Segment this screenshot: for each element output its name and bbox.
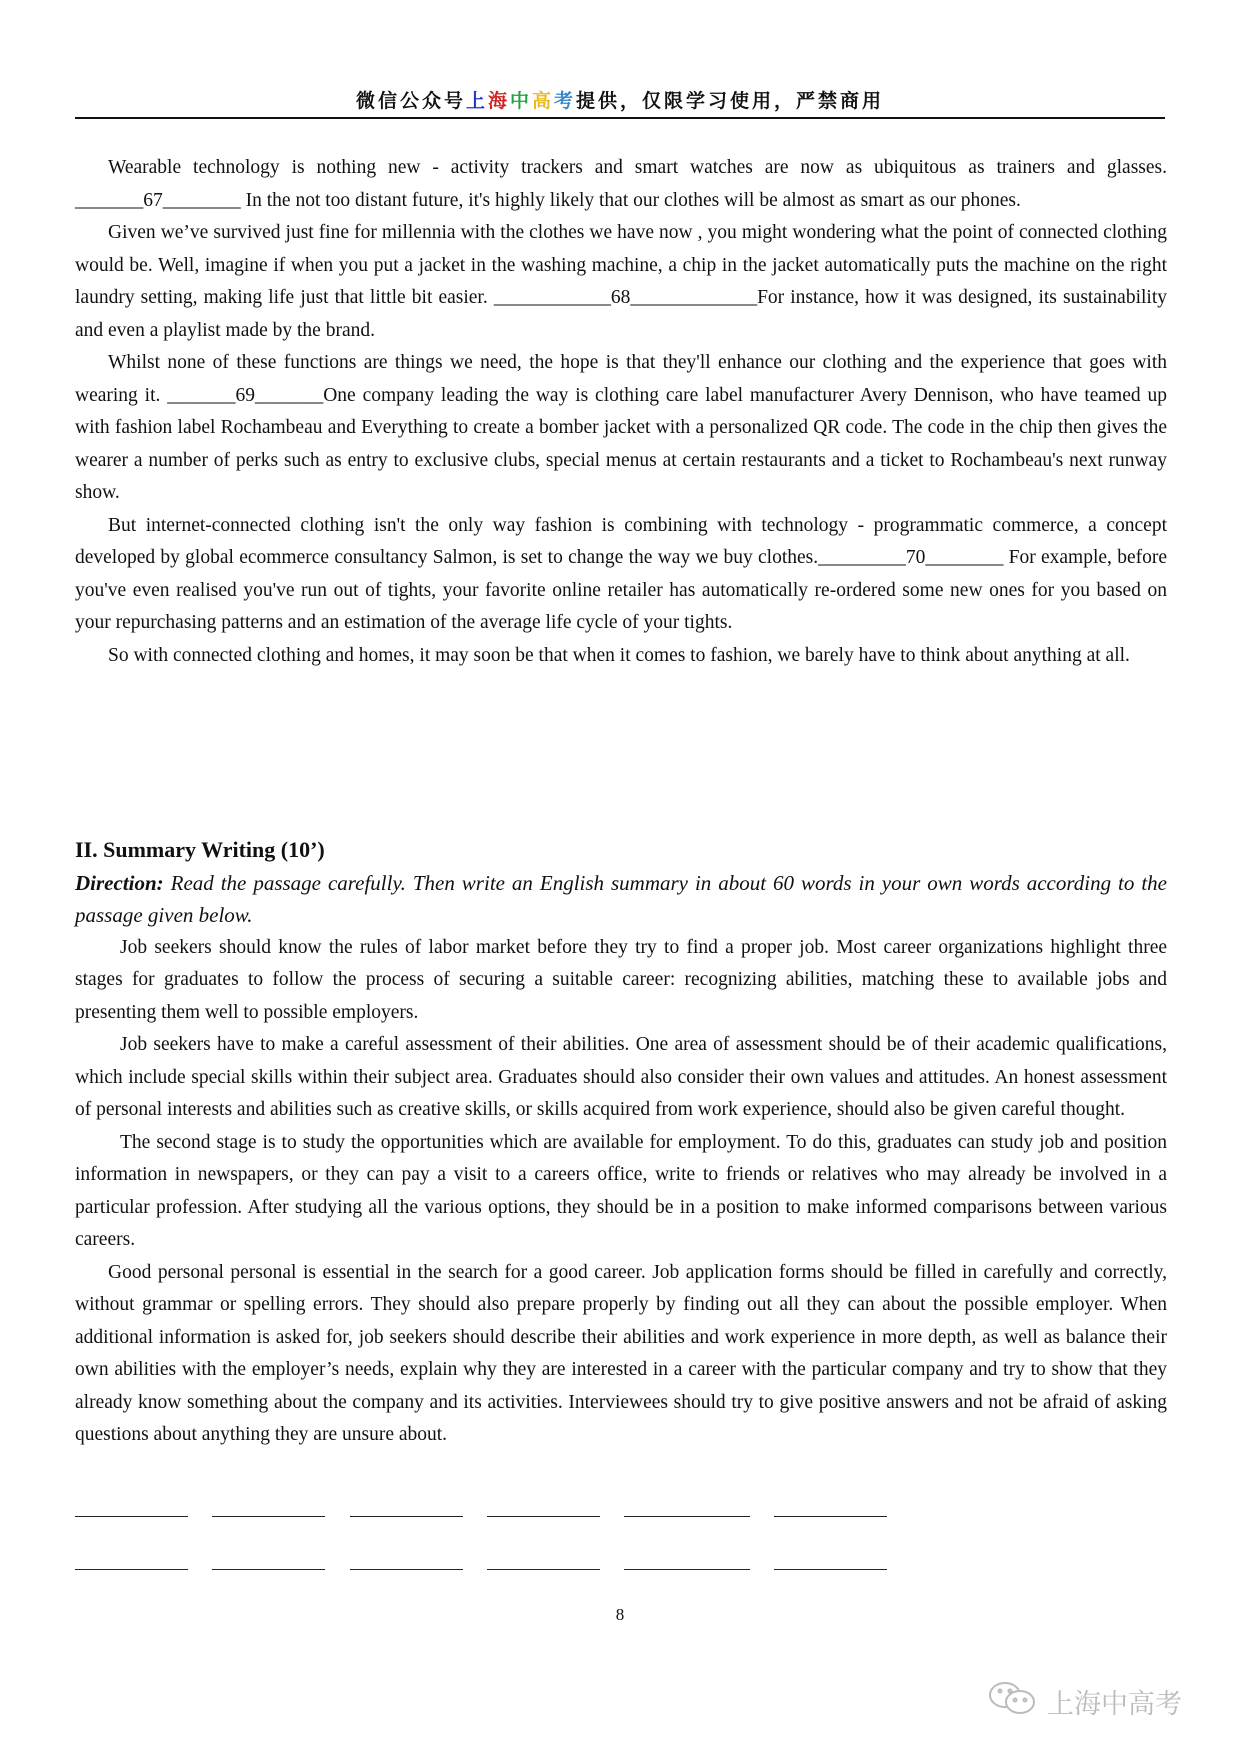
answer-line[interactable] [774,1569,887,1570]
answer-line[interactable] [624,1516,750,1517]
header-text: 微信公众号 [355,90,466,112]
direction-text: Read the passage carefully. Then write an English summary in about 60 words in your own words according to the passage given below. [75,870,1167,927]
paragraph: Job seekers should know the rules of labor market before they try to find a proper job. Most career organizations highlight three stages for graduates to follow the process of securing a suitable career: recognizing abilities, matching these to available jobs and presenting them well to possible employers. [75,936,1167,1023]
summary-section [75,834,1167,1452]
header-divider [75,117,1165,119]
header-char: 上 [465,90,488,112]
header-char: 考 [554,90,577,112]
direction [75,867,1167,932]
answer-line[interactable] [774,1516,887,1517]
answer-line[interactable] [624,1569,750,1570]
header-text: 提供，仅限学习使用，严禁商用 [576,90,885,112]
page-number: 8 [615,1605,625,1624]
paragraph: Wearable technology is nothing new - activity trackers and smart watches are now as ubiquitous as trainers and glasses. _______67________ In the not too distant future, it's highly likely that our clothes will be almost as smart as our phones. [75,157,1167,211]
paragraph: But internet-connected clothing isn't the only way fashion is combining with technology - programmatic commerce, a concept developed by global ecommerce consultancy Salmon, is set to change the way we buy clothes._________70________ For example, before you've even realised you've run out of tights, your favorite online retailer has automatically re-ordered some new ones for you based on your repurchasing patterns and an estimation of the average life cycle of your tights. [75,514,1167,633]
header-notice [75,86,1165,113]
paragraph: The second stage is to study the opportunities which are available for employment. To do this, graduates can study job and position information in newspapers, or they can pay a visit to a careers office, write to friends or relatives who may already be involved in a particular profession. After studying all the various options, they should be in a position to make informed comparisons between various careers. [75,1131,1167,1250]
paragraph: Whilst none of these functions are things we need, the hope is that they'll enhance our clothing and the experience that goes with wearing it. _______69_______One company leading the way is clothing care label manufacturer Avery Dennison, who have teamed up with fashion label Rochambeau and Everything to create a bomber jacket with a personalized QR code. The code in the chip then gives the wearer a number of perks such as entry to exclusive clubs, special menus at certain restaurants and a ticket to Rochambeau's next runway show. [75,352,1167,503]
paragraph: Job seekers have to make a careful assessment of their abilities. One area of assessment should be of their academic qualifications, which include special skills within their subject area. Graduates should also consider their own values and attitudes. An honest assessment of personal interests and abilities such as creative skills, or skills acquired from work experience, should also be given careful thought. [75,1034,1167,1120]
answer-line[interactable] [487,1569,600,1570]
answer-line[interactable] [212,1516,325,1517]
paragraph: Good personal personal is essential in the search for a good career. Job application forms should be filled in carefully and correctly, without grammar or spelling errors. They should also prepare properly by finding out all they can about the possible employer. When additional information is asked for, job seekers should describe their abilities and work experience in more depth, as well as balance their own abilities with the employer’s needs, explain why they are interested in a career with the particular company and try to show that they already know something about the company and its activities. Interviewees should try to give positive answers and not be afraid of asking questions about anything they are unsure about. [75,1261,1167,1445]
watermark [985,1680,1182,1723]
paragraph: Given we’ve survived just fine for millennia with the clothes we have now , you might wondering what the point of connected clothing would be. Well, imagine if when you put a jacket in the washing machine, a chip in the jacket automatically puts the machine on the right laundry setting, making life just that little bit easier. ____________68_____________For instance, how it was designed, its sustainability and even a playlist made by the brand. [75,222,1167,341]
answer-line[interactable] [487,1516,600,1517]
wechat-icon [985,1680,1041,1723]
watermark-text: 上海中高考 [1047,1689,1182,1720]
header-char: 海 [487,90,510,112]
header-char: 高 [532,90,555,112]
answer-line[interactable] [75,1569,188,1570]
answer-line[interactable] [212,1569,325,1570]
answer-line[interactable] [75,1516,188,1517]
header-char: 中 [509,90,532,112]
paragraph: So with connected clothing and homes, it may soon be that when it comes to fashion, we barely have to think about anything at all. [108,644,1130,666]
answer-line[interactable] [350,1516,463,1517]
reading-passage [75,152,1167,672]
answer-line[interactable] [350,1569,463,1570]
section-title: II. Summary Writing (10’) [75,837,325,862]
direction-label: Direction: [75,870,164,895]
